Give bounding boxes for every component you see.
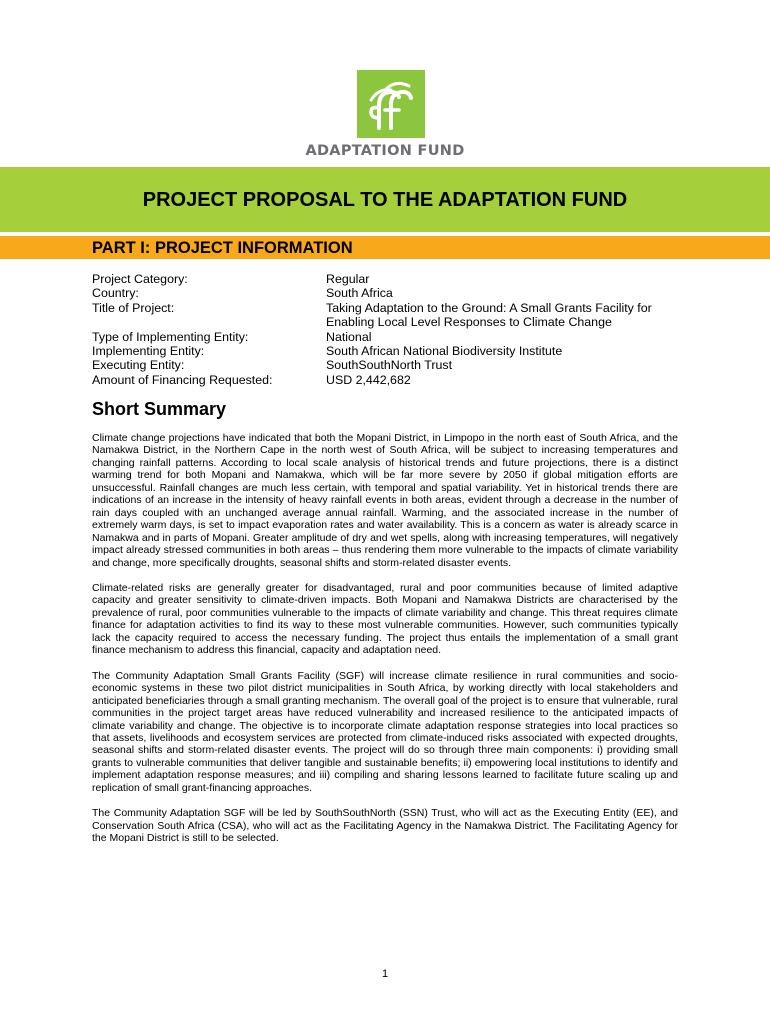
entity-type-value: National bbox=[326, 329, 372, 344]
project-info bbox=[92, 272, 692, 387]
implementing-label: Implementing Entity: bbox=[92, 344, 205, 359]
info-row-entity-type bbox=[92, 330, 692, 344]
summary-paragraph-3: The Community Adaptation Small Grants Facility (SGF) will increase climate resilience in rural communities and socio-economic systems in these two pilot district municipalities in South Africa, by working directly with local stakeholders and anticipated beneficiaries through a small granting mechanism. The overall goal of the project is to ensure that vulnerable, rural communities in the project target areas have reduced vulnerability and increased resilience to the anticipated impacts of climate variability and change. The objective is to incorporate climate adaptation response strategies into local practices so that assets, livelihoods and ecosystem services are protected from climate-induced risks associated with expected droughts, seasonal shifts and storm-related disaster events. The project will do so through three main components: i) providing small grants to vulnerable communities that deliver tangible and sustainable benefits; ii) empowering local institutions to identify and implement adaptation response measures; and iii) compiling and sharing lessons learned to facilitate future scaling up and replication of small grant-financing approaches. bbox=[92, 669, 678, 794]
document-title: PROJECT PROPOSAL TO THE ADAPTATION FUND bbox=[142, 189, 628, 211]
part-heading-band bbox=[0, 236, 770, 259]
title-label: Title of Project: bbox=[92, 300, 175, 315]
amount-value: USD 2,442,682 bbox=[326, 372, 411, 387]
title-value-line-1: Taking Adaptation to the Ground: A Small Grants Facility for bbox=[326, 300, 652, 315]
info-row-implementing bbox=[92, 344, 692, 358]
summary-body bbox=[92, 432, 678, 858]
category-value: Regular bbox=[326, 272, 370, 286]
info-row-category bbox=[92, 272, 692, 286]
adaptation-fund-logo-icon bbox=[357, 70, 425, 138]
summary-paragraph-2: Climate-related risks are generally greater for disadvantaged, rural and poor communities because of limited adaptive capacity and greater sensitivity to climate-driven impacts. Both Mopani and Namakwa Districts are characterised by the prevalence of rural, poor communities vulnerable to the impacts of climate variability and change. This threat requires climate finance for adaptation activities to find its way to these most vulnerable communities. However, such communities typically lack the capacity required to access the necessary funding. The project thus entails the implementation of a small grant finance mechanism to address this financial, capacity and adaptation need. bbox=[92, 581, 678, 657]
logo-text: ADAPTATION FUND bbox=[305, 143, 465, 159]
category-label: Project Category: bbox=[92, 272, 188, 286]
page-number: 1 bbox=[381, 968, 389, 980]
summary-paragraph-1: Climate change projections have indicated that both the Mopani District, in Limpopo in the north east of South Africa, and the Namakwa District, in the Northern Cape in the north west of South Africa, will be subject to increasing temperatures and changing rainfall patterns. According to local scale analysis of historical trends and future projections, there is a distinct warming trend for both Mopani and Namakwa, which will be far more severe by 2050 if global mitigation efforts are unsuccessful. Rainfall changes are much less certain, with temporal and spatial variability. Yet in historical trends there are indications of an increase in the intensity of heavy rainfall events in both areas, evident through a decrease in the number of rain days coupled with an unchanged average annual rainfall. Warming, and the associated increase in the number of extremely warm days, is set to impact evaporation rates and water availability. This is a concern as water is already scarce in Namakwa and in parts of Mopani. Greater amplitude of dry and wet spells, along with increasing temperatures, will negatively impact already stressed communities in both areas – thus rendering them more vulnerable to the impacts of climate variability and change, more specifically droughts, seasonal shifts and storm-related disaster events. bbox=[92, 432, 678, 569]
country-label: Country: bbox=[92, 286, 139, 301]
title-value bbox=[326, 301, 692, 330]
executing-value: SouthSouthNorth Trust bbox=[326, 358, 453, 373]
executing-label: Executing Entity: bbox=[92, 358, 185, 373]
title-value-line-2: Enabling Local Level Responses to Climate Change bbox=[326, 315, 612, 330]
title-band bbox=[0, 167, 770, 232]
info-row-amount bbox=[92, 373, 692, 387]
info-row-title bbox=[92, 301, 692, 330]
info-row-country bbox=[92, 286, 692, 300]
logo-area bbox=[0, 0, 770, 168]
implementing-value: South African National Biodiversity Institute bbox=[326, 344, 563, 359]
summary-paragraph-4: The Community Adaptation SGF will be led by SouthSouthNorth (SSN) Trust, who will act as the Executing Entity (EE), and Conservation South Africa (CSA), who will act as the Facilitating Agency in the Namakwa District. The Facilitating Agency for the Mopani District is still to be selected. bbox=[92, 807, 678, 845]
amount-label: Amount of Financing Requested: bbox=[92, 372, 273, 387]
summary-heading: Short Summary bbox=[92, 399, 227, 419]
country-value: South Africa bbox=[326, 286, 393, 301]
entity-type-label: Type of Implementing Entity: bbox=[92, 329, 249, 344]
info-row-executing bbox=[92, 358, 692, 372]
part-heading: PART I: PROJECT INFORMATION bbox=[92, 239, 353, 257]
